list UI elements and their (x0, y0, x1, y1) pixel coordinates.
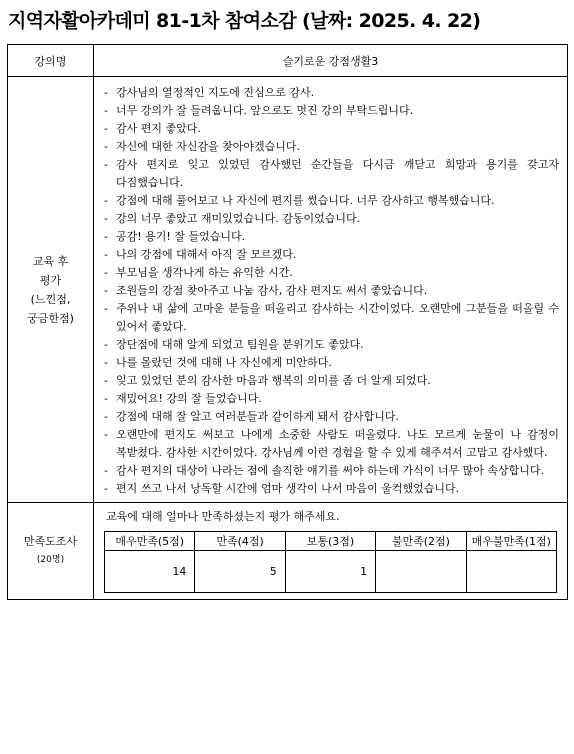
feedback-label (8, 77, 94, 503)
value-cell (466, 551, 556, 593)
evaluation-table (7, 44, 568, 600)
feedback-row (8, 77, 568, 503)
satisfaction-value-row (105, 551, 557, 593)
comment-item: - 감사 편지의 대상이 나라는 점에 솔직한 얘기를 써야 하는데 가식이 너무 많아 속상합니다. (102, 462, 559, 480)
feedback-label-line: 궁금한점) (27, 311, 74, 325)
survey-label (8, 503, 94, 600)
feedback-label-line: 교육 후 (32, 254, 69, 268)
course-name: 슬기로운 강점생활3 (94, 45, 568, 77)
value-cell: 5 (195, 551, 285, 593)
feedback-comments (94, 77, 568, 503)
comment-list (102, 84, 559, 498)
column-header: 매우불만족(1점) (466, 532, 556, 551)
satisfaction-header-row (105, 532, 557, 551)
value-cell (376, 551, 466, 593)
comment-item: - 감사 편지로 잊고 있었던 감사했던 순간들을 다시금 깨닫고 희망과 용기를 갖고자 다짐했습니다. (102, 156, 559, 192)
survey-respondents: (20명) (36, 555, 65, 565)
comment-item: - 주위나 내 삶에 고마운 분들을 떠올리고 감사하는 시간이었다. 오랜만에 그분들을 떠올릴 수 있어서 좋았다. (102, 300, 559, 336)
comment-item: - 편지 쓰고 나서 낭독할 시간에 엄마 생각이 나서 마음이 울컥했었습니다. (102, 480, 559, 498)
comment-item: - 잊고 있었던 분의 감사한 마음과 행복의 의미를 좀 더 알게 되었다. (102, 372, 559, 390)
comment-item: - 너무 강의가 잘 들려웁니다. 앞으로도 멋진 강의 부탁드립니다. (102, 102, 559, 120)
value-cell: 14 (105, 551, 195, 593)
column-header: 매우만족(5점) (105, 532, 195, 551)
value-cell: 1 (285, 551, 375, 593)
course-row (8, 45, 568, 77)
comment-item: - 나의 강점에 대해서 아직 잘 모르겠다. (102, 246, 559, 264)
comment-item: - 오랜만에 편지도 써보고 나에게 소중한 사람도 떠올렸다. 나도 모르게 눈물이 나 감정이 복받쳤다. 감사한 시간이었다. 강사님께 이런 경험을 할 수 있게 해주셔서 고맙고 감사했다. (102, 426, 559, 462)
page-title: 지역자활아카데미 81-1차 참여소감 (날짜: 2025. 4. 22) (8, 10, 481, 32)
comment-item: - 조원들의 강점 찾아주고 나눔 감사, 감사 편지도 써서 좋았습니다. (102, 282, 559, 300)
survey-label-text: 만족도조사 (23, 535, 78, 548)
comment-item: - 강의 너무 좋았고 재미있었습니다. 감동이었습니다. (102, 210, 559, 228)
feedback-label-line: (느낀점, (30, 292, 71, 306)
survey-row (8, 503, 568, 600)
comment-item: - 감사 편지 좋았다. (102, 120, 559, 138)
comment-item: - 공감! 용기! 잘 들었습니다. (102, 228, 559, 246)
course-label: 강의명 (8, 45, 94, 77)
comment-item: - 재밌어요! 강의 잘 들었습니다. (102, 390, 559, 408)
survey-content (94, 503, 568, 600)
comment-item: - 강점에 대해 풀어보고 나 자신에 편지를 썼습니다. 너무 감사하고 행복했습니다. (102, 192, 559, 210)
feedback-label-line: 평가 (39, 273, 62, 287)
column-header: 보통(3점) (285, 532, 375, 551)
comment-item: - 나를 몰랐던 것에 대해 나 자신에게 미안하다. (102, 354, 559, 372)
column-header: 만족(4점) (195, 532, 285, 551)
satisfaction-table (104, 531, 557, 593)
comment-item: - 장단점에 대해 알게 되었고 팀원을 분위기도 좋았다. (102, 336, 559, 354)
comment-item: - 강사님의 열정적인 지도에 진심으로 감사. (102, 84, 559, 102)
comment-item: - 자신에 대한 자신감을 찾아야겠습니다. (102, 138, 559, 156)
comment-item: - 부모님을 생각나게 하는 유익한 시간. (102, 264, 559, 282)
comment-item: - 강점에 대해 잘 알고 여러분들과 같이하게 돼서 감사합니다. (102, 408, 559, 426)
column-header: 불만족(2점) (376, 532, 466, 551)
survey-question: 교육에 대해 얼마나 만족하셨는지 평가 해주세요. (106, 510, 340, 523)
